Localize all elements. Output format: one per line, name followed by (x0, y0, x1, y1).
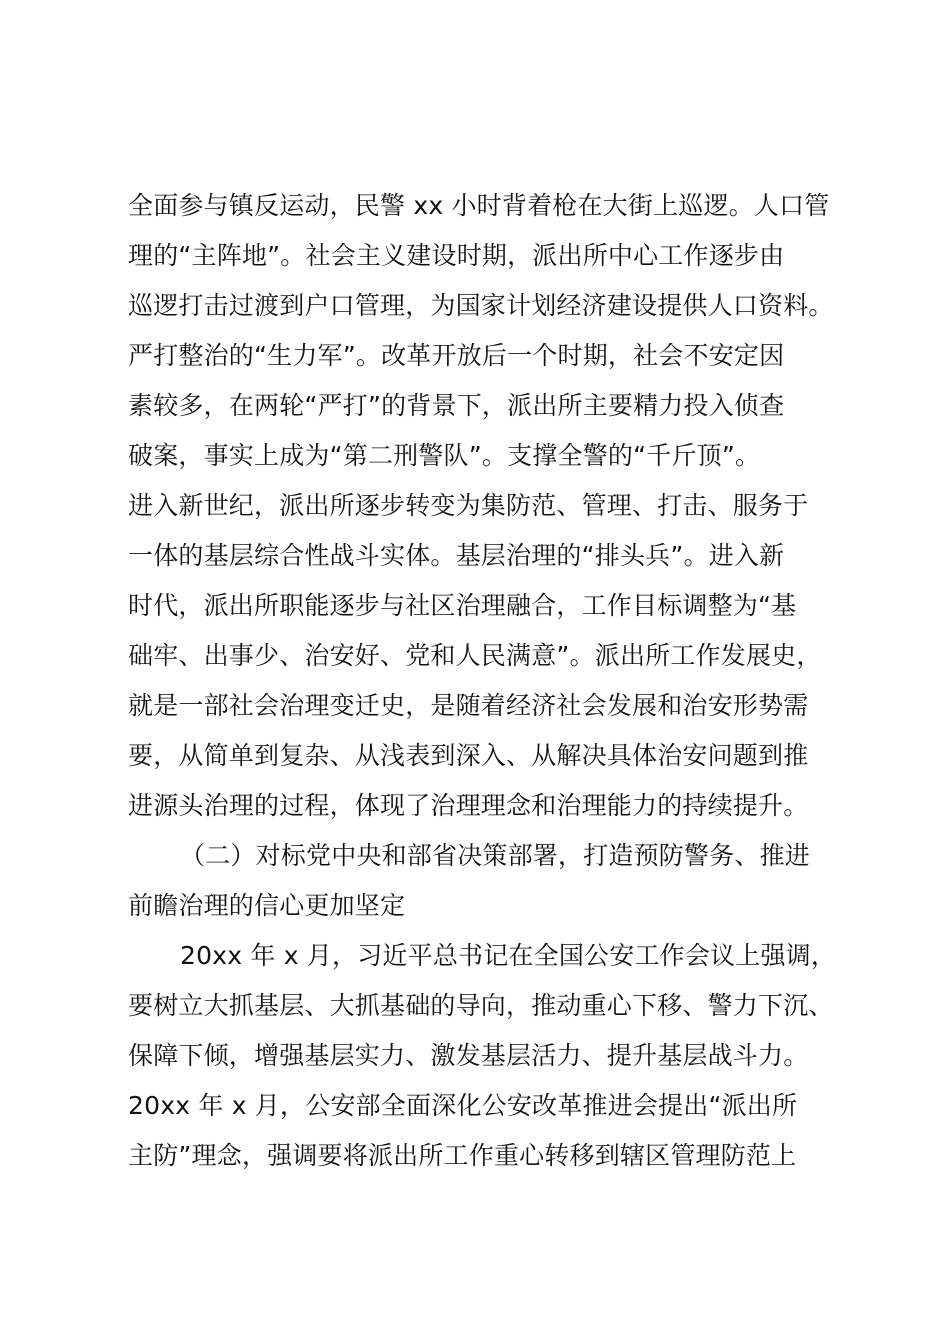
text-line: 巡逻打击过渡到户口管理，为国家计划经济建设提供人口资料。 (128, 291, 834, 320)
text-line: 理的“主阵地”。社会主义建设时期，派出所中心工作逐步由 (128, 241, 785, 270)
text-line: 一体的基层综合性战斗实体。基层治理的“排头兵”。进入新 (128, 541, 785, 570)
text-line: 严打整治的“生力军”。改革开放后一个时期，社会不安定因 (128, 341, 785, 370)
text-line: 主防”理念，强调要将派出所工作重心转移到辖区管理防范上 (128, 1141, 797, 1170)
body-text (128, 181, 848, 1181)
text-line: （二）对标党中央和部省决策部署，打造预防警务、推进 (180, 841, 811, 870)
text-line: 就是一部社会治理变迁史，是随着经济社会发展和治安形势需 (128, 691, 809, 720)
text-line: 要树立大抓基层、大抓基础的导向，推动重心下移、警力下沉、 (128, 991, 834, 1020)
text-line: 全面参与镇反运动，民警 xx 小时背着枪在大街上巡逻。人口管 (128, 191, 830, 220)
text-line: 要，从简单到复杂、从浅表到深入、从解决具体治安问题到推 (128, 741, 809, 770)
text-line: 时代，派出所职能逐步与社区治理融合，工作目标调整为“基 (128, 591, 797, 620)
text-line: 20xx 年 x 月，习近平总书记在全国公安工作会议上强调， (180, 941, 837, 970)
text-line: 20xx 年 x 月，公安部全面深化公安改革推进会提出“派出所 (128, 1091, 798, 1120)
text-line: 进入新世纪，派出所逐步转变为集防范、管理、打击、服务于 (128, 491, 809, 520)
text-line: 破案，事实上成为“第二刑警队”。支撑全警的“千斤顶”。 (128, 441, 761, 470)
text-line: 保障下倾，增强基层实力、激发基层活力、提升基层战斗力。 (128, 1041, 809, 1070)
text-line: 进源头治理的过程，体现了治理理念和治理能力的持续提升。 (128, 791, 809, 820)
text-line: 素较多，在两轮“严打”的背景下，派出所主要精力投入侦查 (128, 391, 785, 420)
text-line: 前瞻治理的信心更加坚定 (128, 891, 406, 920)
text-line: 础牢、出事少、治安好、党和人民满意”。派出所工作发展史， (128, 641, 822, 670)
